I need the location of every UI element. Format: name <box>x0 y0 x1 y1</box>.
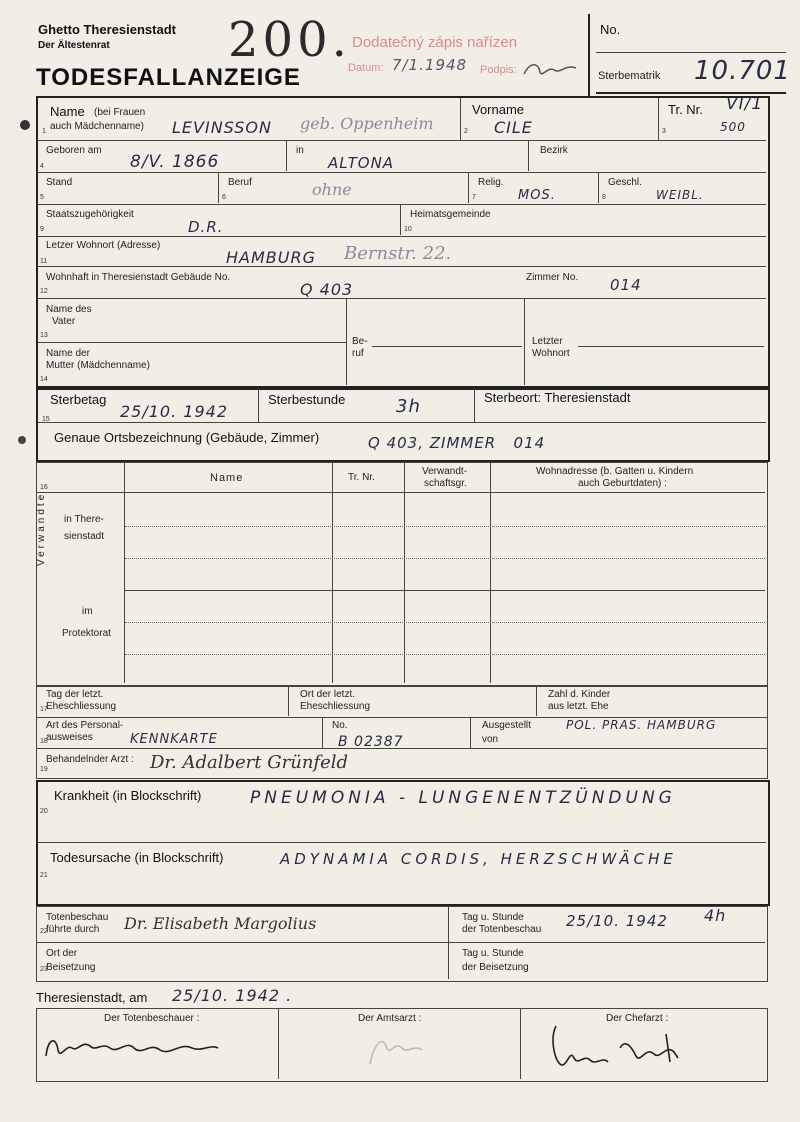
relig-label: Relig. <box>478 177 504 188</box>
vorname-value: CILE <box>494 118 533 137</box>
sterbetag-value: 25/10. 1942 <box>120 402 228 421</box>
row-line <box>38 842 766 843</box>
tagbeis-label2: der Beisetzung <box>462 962 529 973</box>
wohnhaft-label: Wohnhaft in Theresienstadt Gebäude No. <box>46 272 231 283</box>
theresien-label: Theresienstadt, am <box>36 990 148 1005</box>
relatives-table <box>36 462 768 686</box>
sterbestunde-value: 3h <box>396 396 421 417</box>
ausweis-label1: Art des Personal- <box>46 720 124 731</box>
tagstunde-label1: Tag u. Stunde <box>462 912 524 923</box>
geschl-value: WEIBL. <box>656 188 704 202</box>
ortsbez-value: Q 403, ZIMMER 014 <box>368 434 546 452</box>
council-title: Der Ältestenrat <box>38 40 110 51</box>
in-there2: sienstadt <box>64 531 105 542</box>
field-number: 7 <box>472 194 476 201</box>
tagbeis-label1: Tag u. Stunde <box>462 948 524 959</box>
field-number: 15 <box>42 416 50 423</box>
col-wohn1: Wohnadresse (b. Gatten u. Kindern <box>536 466 694 477</box>
letzter-label1: Letzter <box>532 336 563 347</box>
sig1-label: Der Totenbeschauer : <box>104 1013 200 1024</box>
bezirk-label: Bezirk <box>540 145 568 156</box>
field-number: 16 <box>40 484 48 491</box>
dotted-line <box>125 654 765 655</box>
divider <box>448 907 449 979</box>
field-number: 14 <box>40 376 48 383</box>
field-number: 9 <box>40 226 44 233</box>
side-verwandte: Verwandte <box>36 491 47 566</box>
row-line <box>372 346 522 347</box>
heimat-label: Heimatsgemeinde <box>410 209 491 220</box>
field-number: 2 <box>464 128 468 135</box>
tagstunde-hour: 4h <box>704 906 727 925</box>
zimmer-label: Zimmer No. <box>526 272 579 283</box>
protektorat: Protektorat <box>62 628 111 639</box>
dotted-line <box>125 526 765 527</box>
row-line <box>38 204 766 205</box>
col-trnr: Tr. Nr. <box>348 472 375 483</box>
no-line <box>596 52 786 53</box>
col-verw1: Verwandt- <box>422 466 468 477</box>
staats-label: Staatszugehörigkeit <box>46 209 134 220</box>
row-line <box>37 492 765 493</box>
wohnort-value: HAMBURG <box>226 248 316 267</box>
geboren-value: 8/V. 1866 <box>130 152 220 172</box>
wohnort-extra: Bernstr. 22. <box>344 243 452 264</box>
sig1-signature <box>42 1030 222 1070</box>
beschau-value: Dr. Elisabeth Margolius <box>124 914 317 933</box>
divider <box>490 463 491 683</box>
ortsbez-label: Genaue Ortsbezeichnung (Gebäude, Zimmer) <box>54 430 320 445</box>
name-sub2: auch Mädchenname) <box>50 121 144 132</box>
ausgestellt-value: POL. PRAS. HAMBURG <box>566 718 717 732</box>
ort-label1: Ort der letzt. <box>300 689 356 700</box>
name-value: LEVINSSON <box>172 118 272 137</box>
ortbeis-label2: Beisetzung <box>46 962 96 973</box>
tagstunde-value: 25/10. 1942 <box>566 912 668 930</box>
ausweis-value: KENNKARTE <box>130 732 218 747</box>
divider <box>346 299 347 385</box>
relig-value: MOS. <box>518 188 556 203</box>
ort-label2: Eheschliessung <box>300 701 371 712</box>
field-number: 1 <box>42 128 46 135</box>
stamp-podpis-label: Podpis: <box>480 64 517 76</box>
field-number: 11 <box>40 258 48 265</box>
trnr-value: VI/1 <box>726 94 764 114</box>
field-number: 3 <box>662 128 666 135</box>
divider <box>598 173 599 203</box>
field-number: 4 <box>40 163 44 170</box>
divider <box>218 173 219 203</box>
field-number: 18 <box>40 738 48 745</box>
dotted-line <box>125 622 765 623</box>
divider <box>524 299 525 385</box>
geboren-label: Geboren am <box>46 145 102 156</box>
field-number: 10 <box>404 226 412 233</box>
sig2-label: Der Amtsarzt : <box>358 1013 422 1024</box>
krankheit-label: Krankheit (in Blockschrift) <box>54 788 202 803</box>
ausgestellt-label2: von <box>482 734 499 745</box>
vorname-label: Vorname <box>472 102 525 117</box>
divider <box>258 388 259 422</box>
tagstunde-label2: der Totenbeschau <box>462 924 542 935</box>
arzt-label: Behandelnder Arzt : <box>46 754 134 765</box>
divider <box>322 717 323 748</box>
row-line <box>38 342 346 343</box>
field-number: 22 <box>40 928 48 935</box>
field-number: 20 <box>40 808 48 815</box>
no-value: B 02387 <box>338 734 404 750</box>
stamp-signature <box>520 58 580 82</box>
trnr-sub: 500 <box>720 120 746 134</box>
form-number: 200. <box>228 12 351 68</box>
beschau-label2: führte durch <box>46 924 100 935</box>
field-number: 6 <box>222 194 226 201</box>
no-label: No. <box>600 22 621 37</box>
divider <box>520 1009 521 1079</box>
sterbeort-label: Sterbeort: Theresienstadt <box>484 390 631 405</box>
row-line <box>38 236 766 237</box>
stamp-datum-value: 7/1.1948 <box>392 56 468 74</box>
divider <box>286 141 287 171</box>
arzt-value: Dr. Adalbert Grünfeld <box>150 752 349 773</box>
field-number: 5 <box>40 194 44 201</box>
row-line <box>37 942 765 943</box>
staats-value: D.R. <box>188 218 224 236</box>
in-there1: in There- <box>64 514 104 525</box>
field-number: 17 <box>40 706 48 713</box>
field-number: 19 <box>40 766 48 773</box>
wohnhaft-value: Q 403 <box>300 280 354 299</box>
beruf-label: Beruf <box>228 177 252 188</box>
zahl-label1: Zahl d. Kinder <box>548 689 611 700</box>
mutter-label1: Name der <box>46 348 90 359</box>
col-name: Name <box>210 472 244 484</box>
divider <box>460 98 461 140</box>
dotted-line <box>125 558 765 559</box>
ausgestellt-label1: Ausgestellt <box>482 720 531 731</box>
tag-label1: Tag der letzt. <box>46 689 104 700</box>
divider <box>124 463 125 683</box>
row-line <box>38 140 766 141</box>
row-line <box>38 172 766 173</box>
binder-hole <box>20 120 30 130</box>
krankheit-value: PNEUMONIA - LUNGENENTZÜNDUNG <box>250 788 676 808</box>
sig3-label: Der Chefarzt : <box>606 1013 669 1024</box>
row-line <box>38 422 766 423</box>
wohnort-label: Letzer Wohnort (Adresse) <box>46 240 161 251</box>
zahl-label2: aus letzt. Ehe <box>548 701 609 712</box>
letzter-label2: Wohnort <box>532 348 570 359</box>
sig2-signature <box>360 1030 430 1070</box>
trnr-label: Tr. Nr. <box>668 102 703 117</box>
divider <box>400 205 401 235</box>
sig3-signature <box>546 1018 696 1074</box>
geschl-label: Geschl. <box>608 177 642 188</box>
stand-label: Stand <box>46 177 73 188</box>
sterbematrik-value: 10.701 <box>694 56 791 86</box>
im: im <box>82 606 93 617</box>
divider <box>278 1009 279 1079</box>
beruf2-label1: Be- <box>352 336 368 347</box>
no-box-divider <box>588 14 590 96</box>
divider <box>468 173 469 203</box>
vater-label1: Name des <box>46 304 92 315</box>
no-label-2: No. <box>332 720 348 731</box>
stamp-line: Dodatečný zápis nařízen <box>352 34 518 51</box>
sterbestunde-label: Sterbestunde <box>268 392 346 407</box>
binder-hole <box>18 436 26 444</box>
ghetto-title: Ghetto Theresienstadt <box>38 22 176 37</box>
row-line <box>38 298 766 299</box>
name-sub1: (bei Frauen <box>94 107 146 118</box>
beruf-value: ohne <box>312 180 352 199</box>
field-number: 13 <box>40 332 48 339</box>
theresien-value: 25/10. 1942 . <box>172 986 293 1005</box>
ursache-value: ADYNAMIA CORDIS, HERZSCHWÄCHE <box>280 850 677 868</box>
divider <box>474 388 475 422</box>
field-number: 23 <box>40 966 48 973</box>
divider <box>536 687 537 716</box>
col-wohn2: auch Geburtdaten) : <box>578 478 667 489</box>
stamp-datum-label: Datum: <box>348 62 384 74</box>
ausweis-label2: ausweises <box>46 732 93 743</box>
beruf2-label2: ruf <box>352 348 364 359</box>
zimmer-value: 014 <box>610 276 642 294</box>
ortbeis-label1: Ort der <box>46 948 78 959</box>
mutter-label2: Mutter (Mädchenname) <box>46 360 150 371</box>
sterbematrik-label: Sterbematrik <box>598 70 661 82</box>
marriage-row <box>36 686 768 718</box>
in-value: ALTONA <box>328 154 395 172</box>
field-number: 21 <box>40 872 48 879</box>
form-title: TODESFALLANZEIGE <box>36 64 301 91</box>
row-line <box>38 266 766 267</box>
sterbetag-label: Sterbetag <box>50 392 107 407</box>
divider <box>658 98 659 140</box>
name-extra: geb. Oppenheim <box>300 114 434 133</box>
field-number: 8 <box>602 194 606 201</box>
col-verw2: schaftsgr. <box>424 478 467 489</box>
row-line <box>578 346 764 347</box>
divider <box>470 717 471 748</box>
name-label: Name <box>50 104 85 119</box>
beschau-label1: Totenbeschau <box>46 912 109 923</box>
field-number: 12 <box>40 288 48 295</box>
divider <box>288 687 289 716</box>
divider <box>332 463 333 683</box>
divider <box>528 141 529 171</box>
tag-label2: Eheschliessung <box>46 701 117 712</box>
ursache-label: Todesursache (in Blockschrift) <box>50 850 224 865</box>
vater-label2: Vater <box>52 316 76 327</box>
arzt-row <box>36 748 768 779</box>
divider <box>404 463 405 683</box>
row-line <box>125 590 765 591</box>
in-label: in <box>296 145 304 156</box>
